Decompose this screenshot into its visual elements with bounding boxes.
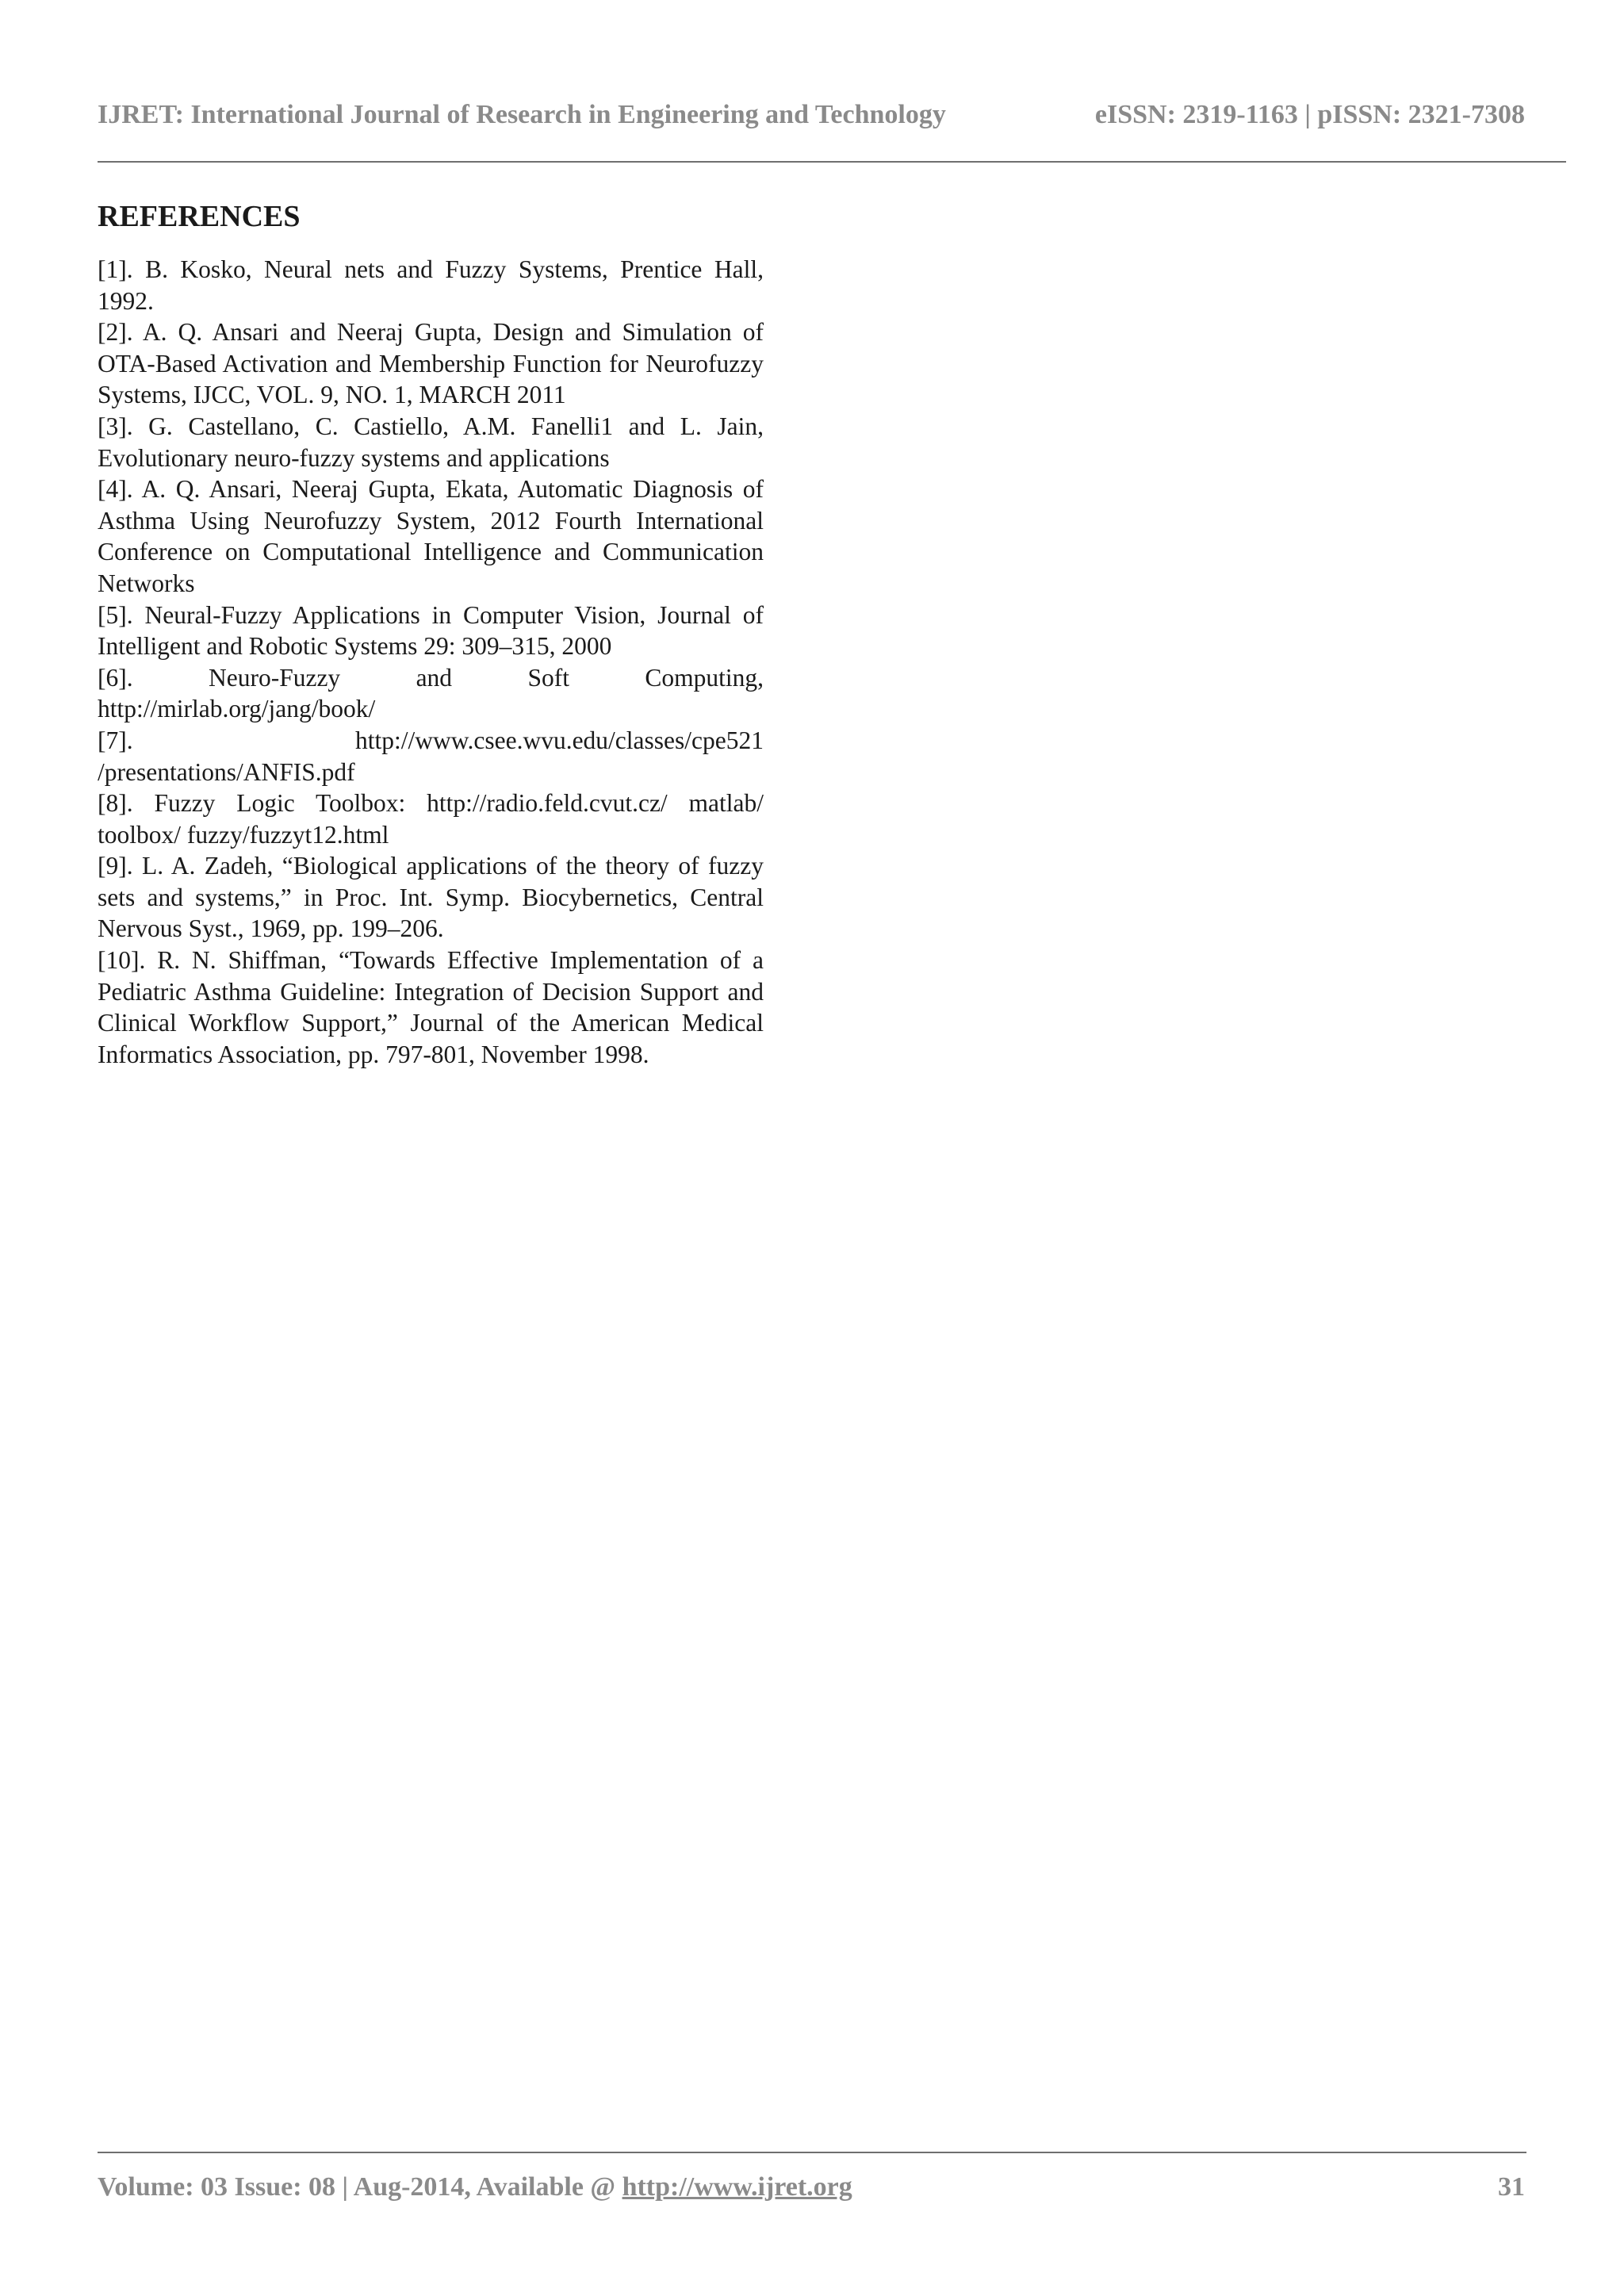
- journal-website-link[interactable]: http://www.ijret.org: [622, 2172, 852, 2202]
- reference-item-3: [3]. G. Castellano, C. Castiello, A.M. Fanelli1 and L. Jain, Evolutionary neuro-fuzzy systems and applications: [98, 412, 764, 472]
- header-divider: [98, 161, 1566, 163]
- reference-list: [98, 254, 764, 1070]
- page-header: [98, 95, 1525, 135]
- references-heading: REFERENCES: [98, 200, 301, 233]
- reference-item-1: [1]. B. Kosko, Neural nets and Fuzzy Systems, Prentice Hall, 1992.: [98, 255, 764, 315]
- reference-item-2: [2]. A. Q. Ansari and Neeraj Gupta, Design and Simulation of OTA-Based Activation and Membership Function for Neurofuzzy Systems, IJCC, VOL. 9, NO. 1, MARCH 2011: [98, 318, 764, 409]
- references-section: [98, 197, 764, 1070]
- journal-title: IJRET: International Journal of Research in Engineering and Technology: [98, 100, 946, 129]
- issn-info: eISSN: 2319-1163 | pISSN: 2321-7308: [1094, 100, 1525, 129]
- reference-item-5: [5]. Neural-Fuzzy Applications in Computer Vision, Journal of Intelligent and Robotic Systems 29: 309–315, 2000: [98, 600, 764, 661]
- footer-divider: [98, 2152, 1526, 2153]
- page-number: 31: [1498, 2172, 1525, 2202]
- reference-item-7: [7]. http://www.csee.wvu.edu/classes/cpe521 /presentations/ANFIS.pdf: [98, 726, 764, 786]
- reference-item-6: [6]. Neuro-Fuzzy and Soft Computing, http://mirlab.org/jang/book/: [98, 663, 764, 723]
- footer-prefix: Volume: 03 Issue: 08 | Aug-2014, Available @: [98, 2172, 622, 2202]
- footer-volume-info: [98, 2168, 852, 2207]
- reference-item-8: [8]. Fuzzy Logic Toolbox: http://radio.feld.cvut.cz/ matlab/ toolbox/ fuzzy/fuzzyt12.html: [98, 789, 764, 849]
- reference-item-4: [4]. A. Q. Ansari, Neeraj Gupta, Ekata, Automatic Diagnosis of Asthma Using Neurofuzzy System, 2012 Fourth International Conference on Computational Intelligence and Communication Networks: [98, 475, 764, 597]
- reference-item-9: [9]. L. A. Zadeh, “Biological applications of the theory of fuzzy sets and systems,” in Proc. Int. Symp. Biocybernetics, Central Nervous Syst., 1969, pp. 199–206.: [98, 852, 764, 943]
- reference-item-10: [10]. R. N. Shiffman, “Towards Effective Implementation of a Pediatric Asthma Guideline: Integration of Decision Support and Clinical Workflow Support,” Journal of the American Medical Informatics Association, pp. 797-801, November 1998.: [98, 946, 764, 1068]
- page-footer: [98, 2168, 1525, 2207]
